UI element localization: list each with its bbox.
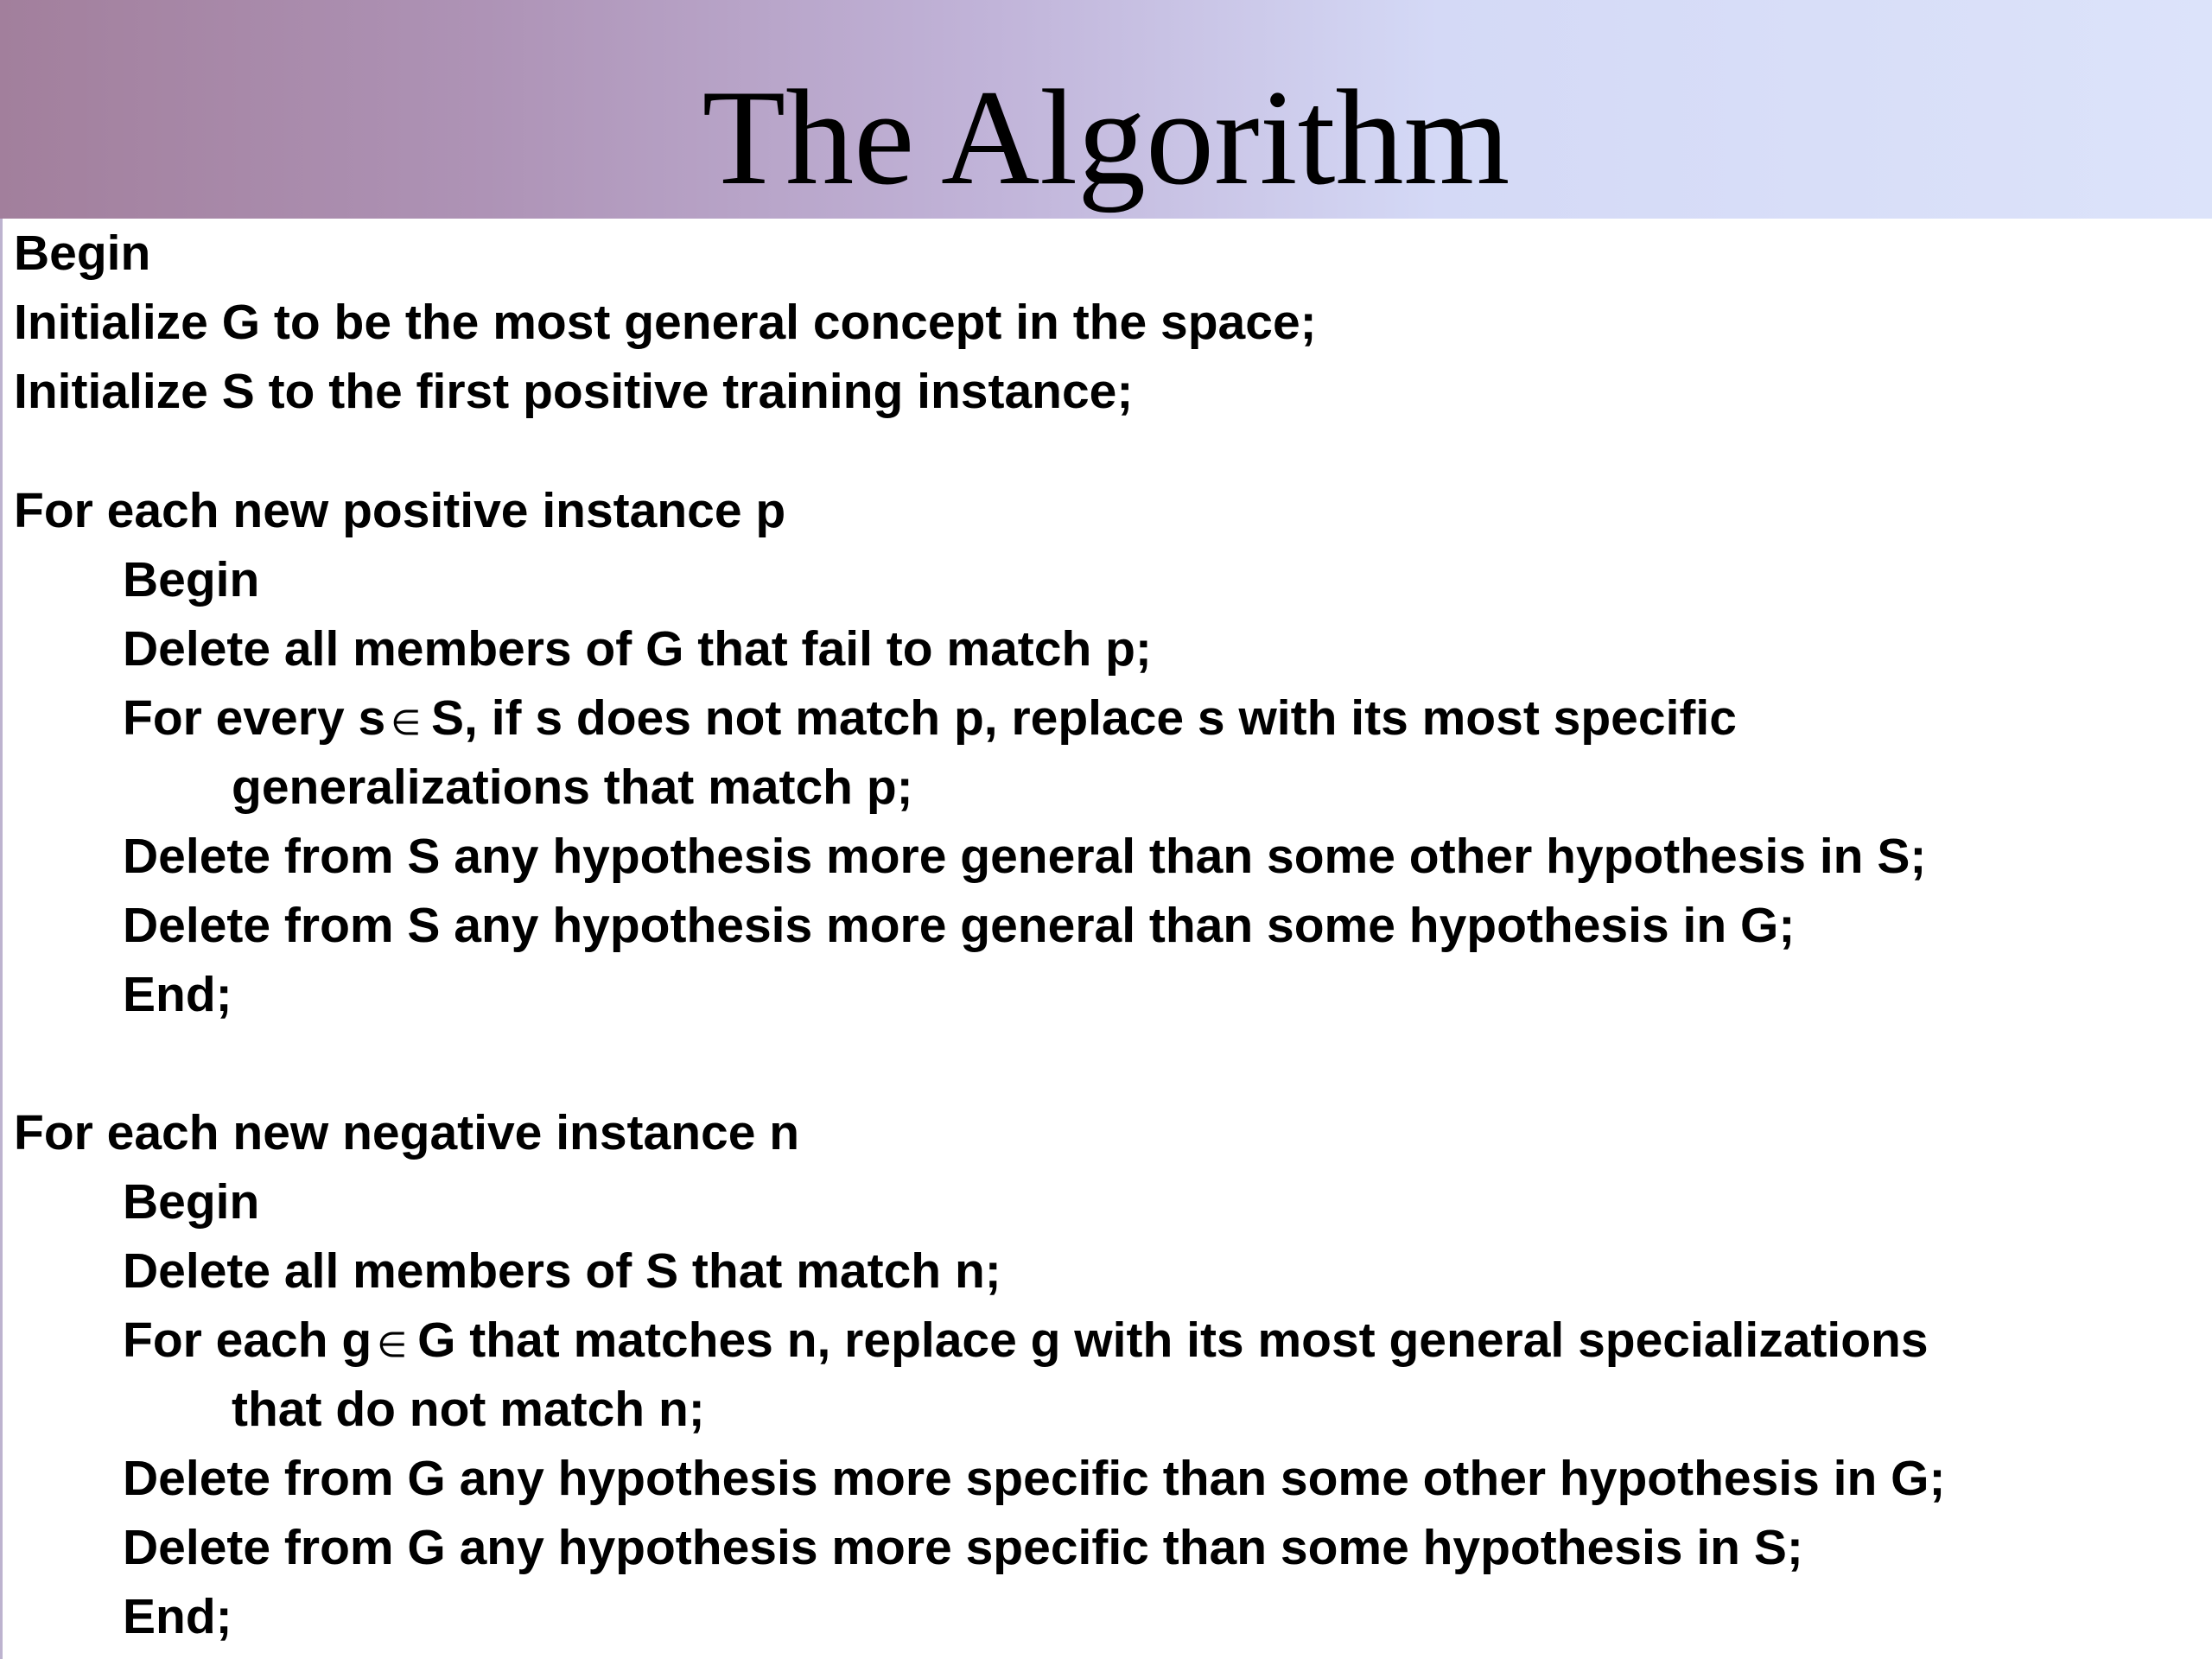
line-positive-for-every-cont: generalizations that match p; <box>232 760 913 815</box>
line-negative-for-each-pre: For each g <box>123 1313 372 1368</box>
line-negative-end: End; <box>123 1589 232 1644</box>
line-begin: Begin <box>14 226 151 281</box>
element-of-symbol: ∈ <box>377 1326 408 1364</box>
line-positive-for-every-pre: For every s <box>123 690 386 746</box>
line-positive-delete-s-g: Delete from S any hypothesis more general than some hypothesis in G; <box>123 898 1796 953</box>
line-positive-begin: Begin <box>123 552 260 607</box>
line-negative-begin: Begin <box>123 1174 260 1230</box>
line-positive-for: For each new positive instance p <box>14 483 786 538</box>
slide-title: The Algorithm <box>702 62 1510 213</box>
line-negative-for-each-cont: that do not match n; <box>232 1382 705 1437</box>
line-positive-for-every <box>123 683 1737 758</box>
line-negative-delete-g-other: Delete from G any hypothesis more specific than some other hypothesis in G; <box>123 1451 1946 1506</box>
line-negative-for: For each new negative instance n <box>14 1105 800 1160</box>
element-of-symbol: ∈ <box>391 704 422 742</box>
line-positive-end: End; <box>123 967 232 1022</box>
line-positive-for-every-post: S, if s does not match p, replace s with its most specific <box>431 690 1737 746</box>
slide-body <box>0 219 2212 1659</box>
line-negative-for-each <box>123 1306 1929 1380</box>
line-negative-delete-s: Delete all members of S that match n; <box>123 1243 1001 1299</box>
line-negative-for-each-post: G that matches n, replace g with its most general specializations <box>417 1313 1929 1368</box>
line-positive-delete-s-other: Delete from S any hypothesis more general than some other hypothesis in S; <box>123 829 1927 884</box>
line-init-g: Initialize G to be the most general concept in the space; <box>14 295 1317 350</box>
title-banner <box>0 0 2212 219</box>
line-init-s: Initialize S to the first positive training instance; <box>14 364 1134 419</box>
line-positive-delete-g: Delete all members of G that fail to match p; <box>123 621 1152 677</box>
line-negative-delete-g-s: Delete from G any hypothesis more specific than some hypothesis in S; <box>123 1520 1803 1575</box>
